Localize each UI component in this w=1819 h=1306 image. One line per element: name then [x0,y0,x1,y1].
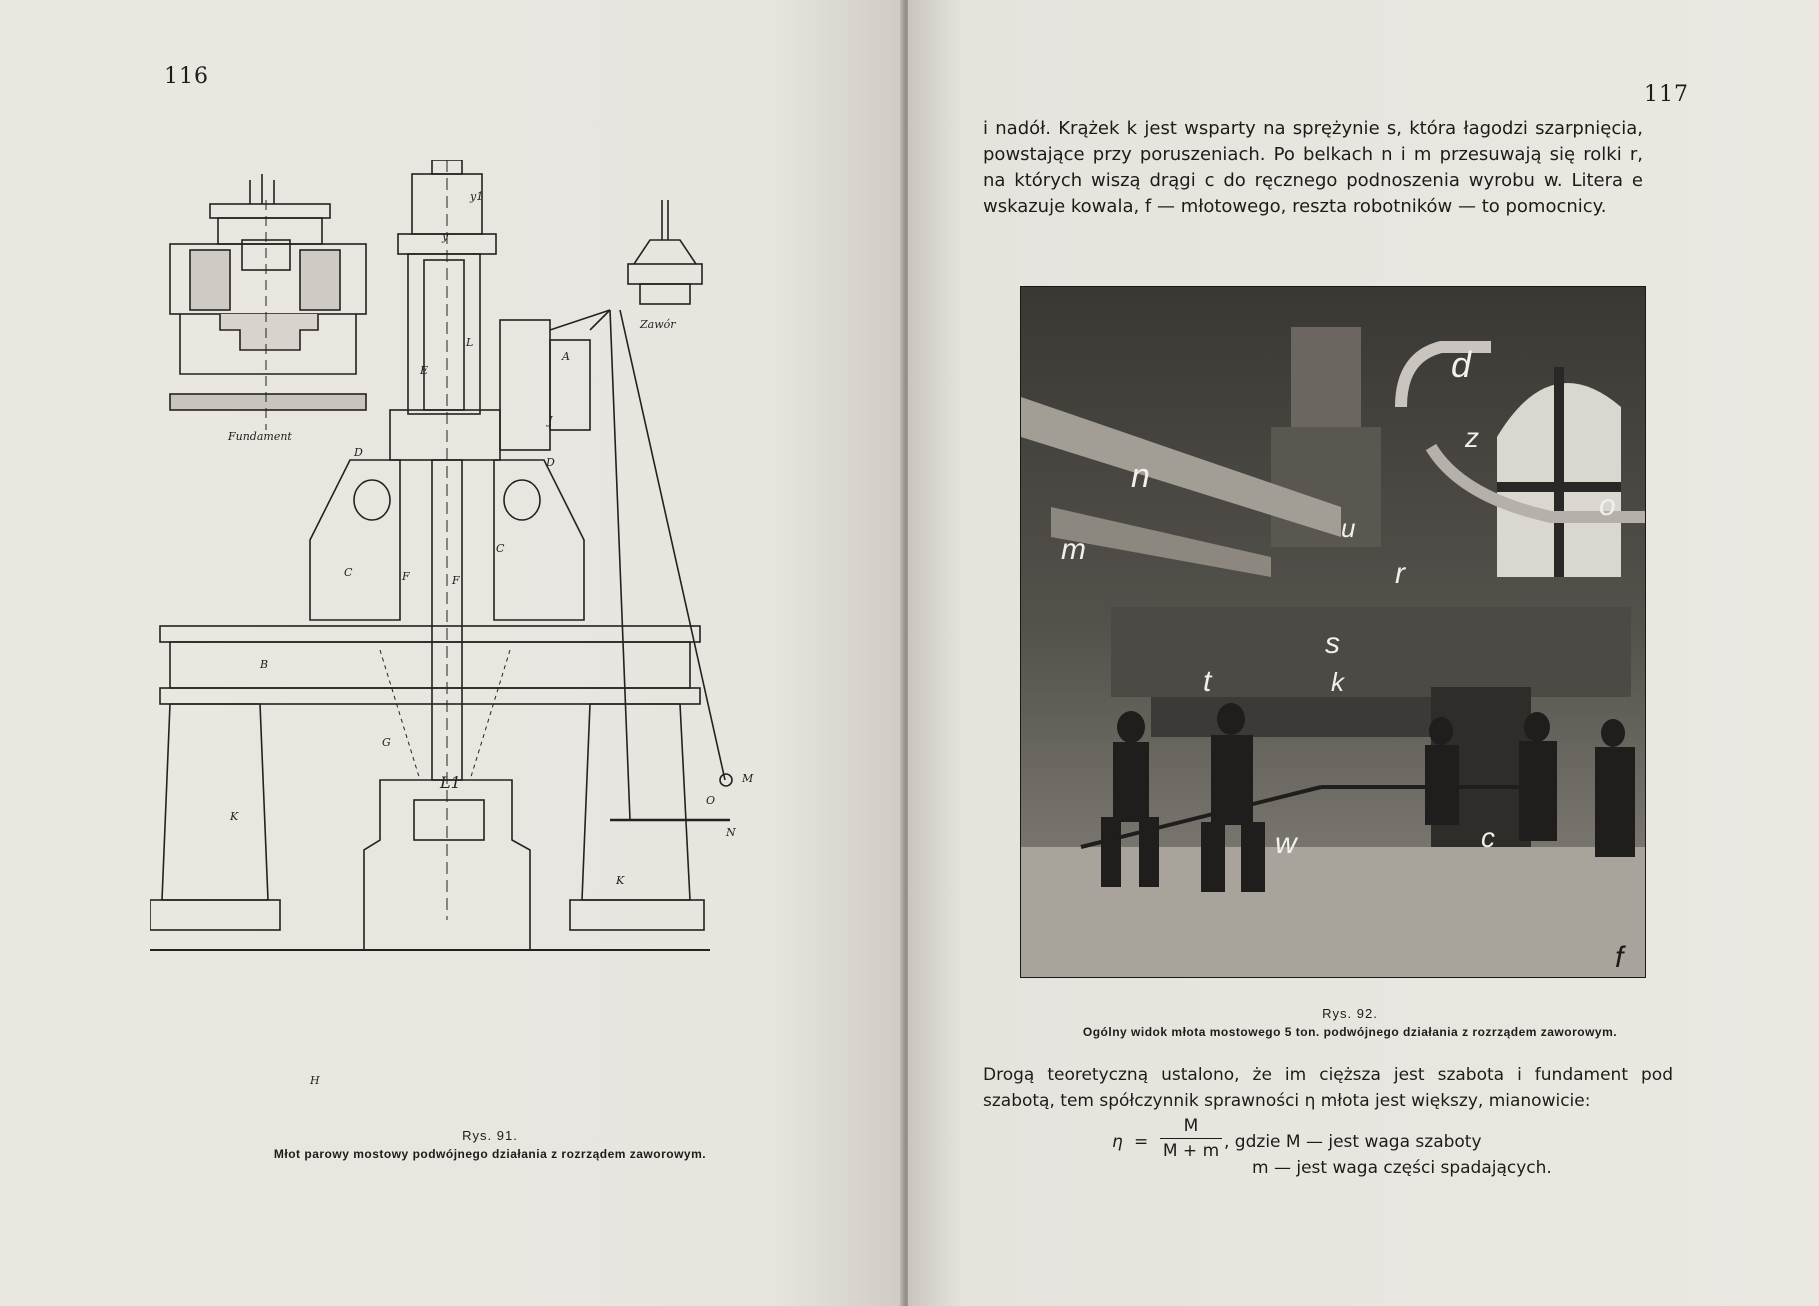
photo-label: z [1465,422,1479,453]
label-letter: D [546,456,555,469]
label-letter: L [466,336,474,349]
photo-label: d [1451,344,1472,385]
label-letter: K [230,810,239,823]
valve-gear [500,310,725,820]
label-letter: y [442,230,449,243]
label-zawor: Zawór [640,318,676,331]
label-letter: B [260,658,269,671]
label-letter: G [382,736,391,749]
formula-fraction [1160,1116,1222,1161]
caption-fig-92 [1040,1006,1660,1039]
formula-eta: η [1112,1132,1123,1152]
label-letter: A [562,350,570,363]
formula-definition-1: , gdzie M — jest waga szaboty [1224,1132,1482,1152]
label-letter: E [420,364,429,377]
label-letter: L1 [440,773,461,792]
photo-label: n [1131,457,1150,495]
photo-label: o [1599,489,1616,522]
page-number-left: 116 [164,64,209,89]
efficiency-formula [1100,1116,1660,1196]
label-letter: M [742,772,754,785]
photo-label: t [1203,665,1212,698]
formula-definition-2: m — jest waga części spadających. [1252,1158,1552,1178]
formula-denominator: M + m [1162,1141,1220,1161]
label-letter: F [402,570,410,583]
label-letter: O [706,794,716,807]
label-fundament: Fundament [228,430,292,443]
photo-label: s [1325,627,1340,660]
label-letter: N [726,826,736,839]
bridge-beam [160,626,700,704]
paragraph-bottom: Drogą teoretyczną ustalono, że im cięższa jest szabota i fundament pod szabotą, tem spółczynnik sprawności η młota jest większy, mianowicie: [983,1065,1673,1111]
label-letter: K [616,874,625,887]
label-letter: y1 [470,190,484,203]
caption-label: Rys. 91. [462,1128,518,1143]
photo-svg [1021,287,1645,977]
foundation-detail [170,174,366,430]
label-letter: D [354,446,363,459]
photo-label: r [1395,557,1405,590]
photo-label: c [1481,822,1495,853]
formula-equals: = [1134,1132,1149,1152]
formula-numerator: M [1160,1116,1222,1139]
label-letter: F [452,574,460,587]
photo-label: k [1331,667,1344,697]
photo-label: m [1061,533,1086,566]
photo-label: w [1275,827,1297,860]
valve-detail [628,200,702,304]
photo-label: u [1341,513,1356,543]
legs [150,704,710,950]
caption-fig-91 [230,1128,750,1161]
label-letter: J [548,414,553,427]
photo-label: f [1615,941,1624,974]
label-letter: H [310,1074,320,1087]
paragraph-top: i nadół. Krążek k jest wsparty na sprężynie s, która łagodzi szarpnięcia, powstające przy poruszeniach. Po belkach n i m przesuwają się rolki r, na których wiszą drągi c do ręcznego podnoszenia wyrobu w. Litera e wskazuje kowala, f — młotowego, reszta robotników — to pomocnicy. [983,118,1643,217]
label-letter: C [496,542,505,555]
left-page [0,0,905,1306]
caption-text: Młot parowy mostowy podwójnego działania z rozrządem zaworowym. [273,1147,707,1161]
caption-label: Rys. 92. [1322,1006,1378,1021]
page-number-right: 117 [1644,82,1689,107]
hammer-drawing-svg [150,160,880,1120]
photo-forging-hammer [1020,286,1646,978]
technical-drawing-hammer [150,160,880,1120]
label-letter: C [344,566,353,579]
caption-text: Ogólny widok młota mostowego 5 ton. podwójnego działania z rozrządem zaworowym. [1082,1025,1618,1039]
